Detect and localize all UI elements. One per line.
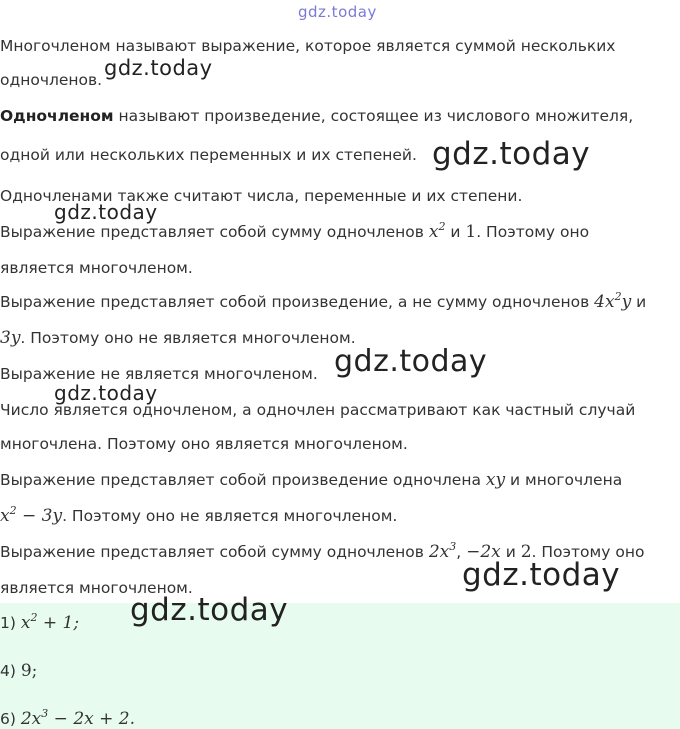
text: Выражение представляет собой сумму одночленов: [0, 543, 429, 561]
answer-label: 4): [0, 662, 16, 680]
text: и: [445, 223, 466, 241]
paragraph-def-mono-line2: одной или нескольких переменных и их степеней.: [0, 146, 417, 164]
paragraph-case4-line1: Число является одночленом, а одночлен рассматривают как частный случай: [0, 401, 636, 419]
watermark: gdz.today: [54, 381, 158, 405]
math-minus-2x: −2x: [466, 542, 501, 562]
watermark-top: gdz.today: [298, 3, 377, 21]
text: ,: [456, 543, 467, 561]
text: . Поэтому оно: [531, 543, 645, 561]
math-4x2y: $4x^2y$: [594, 290, 632, 312]
paragraph-case2-line2: [0, 328, 356, 348]
term-monomial: Одночленом: [0, 107, 114, 125]
paragraph-case3: Выражение не является многочленом.: [0, 365, 318, 383]
answer-expression: $2x^3 - 2x + 2$.: [20, 707, 135, 729]
math-3y: 3y: [0, 328, 21, 348]
text: Выражение представляет собой сумму одночленов: [0, 223, 429, 241]
answer-label: 1): [0, 614, 16, 632]
watermark: gdz.today: [54, 200, 158, 224]
answer-box: [0, 603, 680, 729]
watermark: gdz.today: [462, 557, 621, 593]
math-x2: $x^2$: [428, 220, 446, 242]
math-xy: xy: [485, 470, 506, 490]
paragraph-case1-line1: [0, 222, 589, 242]
text: . Поэтому оно не является многочленом.: [20, 329, 356, 347]
text: . Поэтому оно: [476, 223, 590, 241]
text: и многочлена: [505, 471, 623, 489]
paragraph-def-poly-line1: Многочленом называют выражение, которое является суммой нескольких: [0, 37, 616, 55]
paragraph-case6-line2: является многочленом.: [0, 579, 193, 597]
text: и: [631, 293, 647, 311]
paragraph-def-mono-line1: [0, 106, 633, 126]
math-one: 1: [465, 222, 477, 242]
answer-expression: 9;: [20, 661, 38, 681]
watermark: gdz.today: [432, 136, 591, 172]
watermark: gdz.today: [130, 592, 289, 628]
text: и: [500, 543, 521, 561]
paragraph-case5-line1: [0, 470, 622, 490]
paragraph-case4-line2: многочлена. Поэтому оно является многочленом.: [0, 435, 408, 453]
paragraph-also-mono: Одночленами также считают числа, переменные и их степени.: [0, 187, 523, 205]
paragraph-def-poly-line2: одночленов.: [0, 71, 103, 89]
text: называют произведение, состоящее из числового множителя,: [113, 107, 634, 125]
answer-item: [0, 613, 79, 633]
math-2x3: $2x^3$: [428, 540, 457, 562]
paragraph-case2-line1: [0, 292, 646, 312]
answer-item: [0, 709, 135, 729]
answer-label: 6): [0, 710, 16, 728]
answer-expression: $x^2 + 1$;: [20, 611, 80, 633]
watermark: gdz.today: [334, 344, 488, 379]
math-two: 2: [520, 542, 532, 562]
paragraph-case5-line2: [0, 506, 397, 526]
watermark: gdz.today: [104, 56, 213, 80]
text: . Поэтому оно не является многочленом.: [62, 507, 398, 525]
answer-item: [0, 661, 37, 681]
paragraph-case1-line2: является многочленом.: [0, 259, 193, 277]
text: Выражение представляет собой произведение одночлена: [0, 471, 486, 489]
text: Выражение представляет собой произведение, а не сумму одночленов: [0, 293, 595, 311]
math-x2-minus-3y: $x^2 - 3y$: [0, 504, 63, 526]
